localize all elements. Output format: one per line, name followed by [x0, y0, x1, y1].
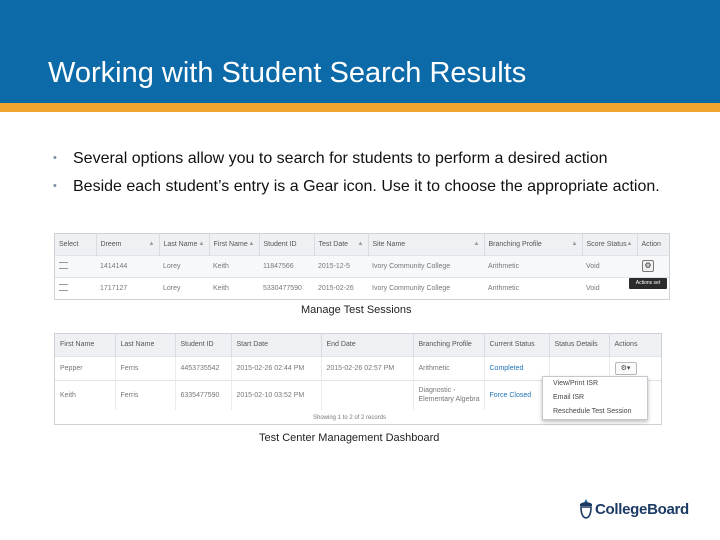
table-cell: 2015-02-26 02:57 PM	[321, 356, 413, 380]
select-checkbox[interactable]	[59, 262, 68, 269]
bullet-dot: •	[53, 180, 57, 192]
table-cell: Ferris	[115, 356, 175, 380]
table-cell: Ivory Community College	[368, 277, 484, 299]
table-cell: Arithmetic	[413, 356, 484, 380]
gear-actions-menu	[542, 376, 648, 420]
column-header[interactable]: Start Date	[231, 334, 321, 356]
column-header[interactable]: Student ID	[175, 334, 231, 356]
sort-icon[interactable]: ▲	[248, 241, 255, 247]
column-header[interactable]: Last Name ▲	[159, 234, 209, 255]
table-cell: 6335477590	[175, 380, 231, 410]
column-header: Action	[637, 234, 670, 255]
sort-icon[interactable]: ▲	[571, 241, 578, 247]
sort-icon[interactable]: ▲	[198, 241, 205, 247]
sort-icon[interactable]: ▲	[473, 241, 480, 247]
column-header[interactable]: Select	[55, 234, 96, 255]
table-cell: Arithmetic	[484, 255, 582, 277]
column-header[interactable]: Branching Profile ▲	[484, 234, 582, 255]
table-cell: Diagnostic - Elementary Algebra	[413, 380, 484, 410]
bullet-text: Several options allow you to search for students to perform a desired action	[73, 150, 608, 167]
column-header[interactable]: Test Date ▲	[314, 234, 368, 255]
column-header[interactable]: Status Details	[549, 334, 609, 356]
select-checkbox[interactable]	[59, 284, 68, 291]
table-cell: 1414144	[96, 255, 159, 277]
bullet-dot: •	[53, 152, 57, 164]
table-cell: 2015-12-5	[314, 255, 368, 277]
header-accent-bar	[0, 103, 720, 112]
sessions-table	[55, 234, 670, 299]
menu-item-email-isr[interactable]: Email ISR	[553, 394, 585, 401]
table-cell: Lorey	[159, 277, 209, 299]
table-row[interactable]	[55, 277, 670, 299]
manage-test-sessions-screenshot	[54, 233, 670, 300]
bullet-item	[50, 148, 690, 169]
table-cell: Ivory Community College	[368, 255, 484, 277]
actions-tooltip: Actions set	[629, 278, 667, 289]
table-header-row	[55, 234, 670, 255]
table-cell: 2015-02-26 02:44 PM	[231, 356, 321, 380]
dashboard-caption: Test Center Management Dashboard	[259, 432, 440, 444]
gear-icon[interactable]: ⚙	[642, 260, 654, 272]
column-header: Actions	[609, 334, 662, 356]
column-header[interactable]: Score Status ▲	[582, 234, 637, 255]
bullet-text: Beside each student’s entry is a Gear icon. Use it to choose the appropriate action.	[73, 178, 660, 195]
logo-text: CollegeBoard	[595, 500, 689, 518]
sort-icon[interactable]: ▲	[626, 241, 633, 247]
table-cell: 2015-02-26	[314, 277, 368, 299]
table-cell	[321, 380, 413, 410]
status-link[interactable]: Force Closed	[484, 380, 549, 410]
table-cell: Arithmetic	[484, 277, 582, 299]
column-header[interactable]: First Name ▲	[209, 234, 259, 255]
column-header[interactable]: Last Name	[115, 334, 175, 356]
table-cell: 4453735542	[175, 356, 231, 380]
acorn-logo-icon	[579, 499, 593, 519]
select-cell[interactable]	[55, 277, 96, 299]
column-header[interactable]: End Date	[321, 334, 413, 356]
bullet-list	[50, 148, 690, 204]
slide-title: Working with Student Search Results	[48, 57, 527, 89]
sort-icon[interactable]: ▲	[148, 241, 155, 247]
table-cell: Ferris	[115, 380, 175, 410]
column-header[interactable]: Branching Profile	[413, 334, 484, 356]
table-cell: Void	[582, 255, 637, 277]
column-header[interactable]: Dreem ▲	[96, 234, 159, 255]
table-row[interactable]	[55, 255, 670, 277]
table-cell: Void	[582, 277, 637, 299]
records-count: Showing 1 to 2 of 2 records	[313, 415, 387, 421]
collegeboard-logo	[579, 499, 689, 519]
table-cell: 5330477590	[259, 277, 314, 299]
column-header[interactable]: Site Name ▲	[368, 234, 484, 255]
table-cell: 11847566	[259, 255, 314, 277]
table-cell: 1717127	[96, 277, 159, 299]
column-header[interactable]: First Name	[55, 334, 115, 356]
table-cell: Keith	[55, 380, 115, 410]
table-cell: Keith	[209, 255, 259, 277]
menu-item-view-print-isr[interactable]: View/Print ISR	[553, 380, 598, 387]
bullet-item	[50, 176, 690, 197]
sort-icon[interactable]: ▲	[357, 241, 364, 247]
table-cell: Lorey	[159, 255, 209, 277]
table-header-row	[55, 334, 662, 356]
column-header[interactable]: Current Status	[484, 334, 549, 356]
gear-dropdown-button[interactable]: ⚙▾	[615, 362, 637, 375]
table-cell: 2015-02-10 03:52 PM	[231, 380, 321, 410]
table-cell: Pepper	[55, 356, 115, 380]
table-cell: Keith	[209, 277, 259, 299]
status-link[interactable]: Completed	[484, 356, 549, 380]
menu-item-reschedule[interactable]: Reschedule Test Session	[553, 408, 632, 415]
select-cell[interactable]	[55, 255, 96, 277]
column-header[interactable]: Student ID	[259, 234, 314, 255]
manage-test-sessions-caption: Manage Test Sessions	[301, 304, 412, 316]
